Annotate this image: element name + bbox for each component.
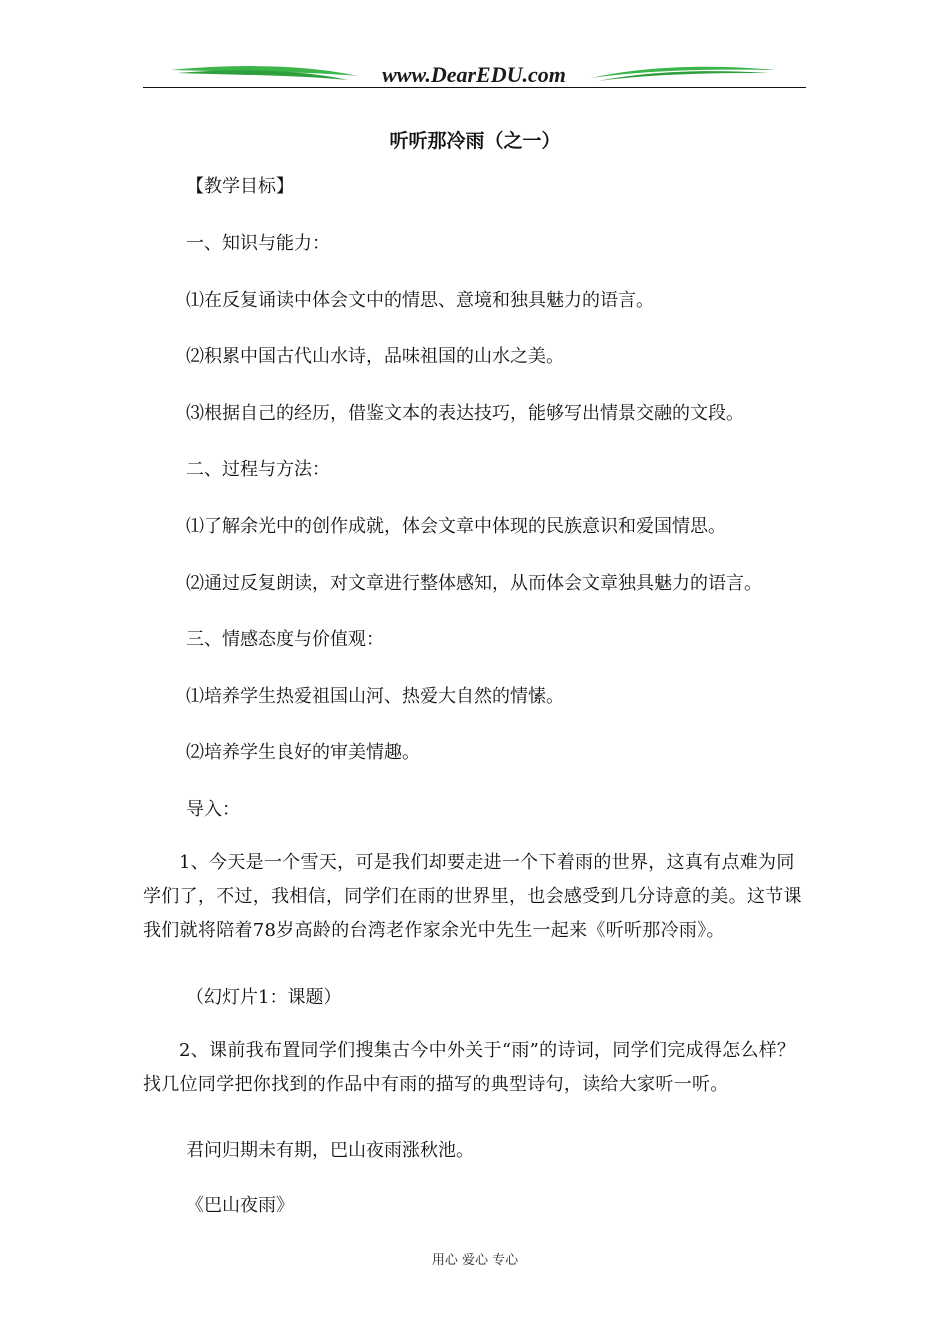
heading-process: 二、过程与方法：: [186, 459, 330, 480]
heading-knowledge: 一、知识与能力：: [186, 233, 330, 254]
goal-item: ⑴培养学生热爱祖国山河、热爱大自然的情愫。: [186, 686, 564, 707]
header-swoosh-graphic: [143, 58, 806, 90]
intro-paragraph-1: 1、今天是一个雪天，可是我们却要走进一个下着雨的世界，这真有点难为同学们了，不过，我相信，同学们在雨的世界里，也会感受到几分诗意的美。这节课我们就将陪着78岁高龄的台湾老作家余光中先生一起来《听听那冷雨》。: [143, 852, 802, 941]
section-teaching-goals: 【教学目标】: [186, 176, 294, 197]
goal-item: ⑴在反复诵读中体会文中的情思、意境和独具魅力的语言。: [186, 290, 654, 311]
poem-line: 君问归期未有期，巴山夜雨涨秋池。: [186, 1140, 474, 1161]
header-logo-text: www.DearEDU.com: [382, 62, 566, 87]
page-title: 听听那冷雨（之一）: [389, 130, 561, 152]
heading-emotion: 三、情感态度与价值观：: [186, 629, 384, 650]
goal-item: ⑵积累中国古代山水诗，品味祖国的山水之美。: [186, 346, 564, 367]
poem-title: 《巴山夜雨》: [186, 1195, 294, 1216]
heading-intro: 导入：: [186, 799, 240, 820]
page-footer: 用心 爱心 专心: [431, 1253, 519, 1268]
goal-item: ⑴了解余光中的创作成就，体会文章中体现的民族意识和爱国情思。: [186, 516, 726, 537]
goal-item: ⑵培养学生良好的审美情趣。: [186, 742, 420, 763]
goal-item: ⑵通过反复朗读，对文章进行整体感知，从而体会文章独具魅力的语言。: [186, 573, 762, 594]
header-rule: [143, 87, 806, 88]
goal-item: ⑶根据自己的经历，借鉴文本的表达技巧，能够写出情景交融的文段。: [186, 403, 744, 424]
slide-note: （幻灯片1：课题）: [186, 987, 342, 1008]
intro-paragraph-2: 2、课前我布置同学们搜集古今中外关于“雨”的诗词，同学们完成得怎么样？找几位同学把你找到的作品中有雨的描写的典型诗句，读给大家听一听。: [143, 1040, 796, 1095]
header-banner: [143, 58, 806, 90]
